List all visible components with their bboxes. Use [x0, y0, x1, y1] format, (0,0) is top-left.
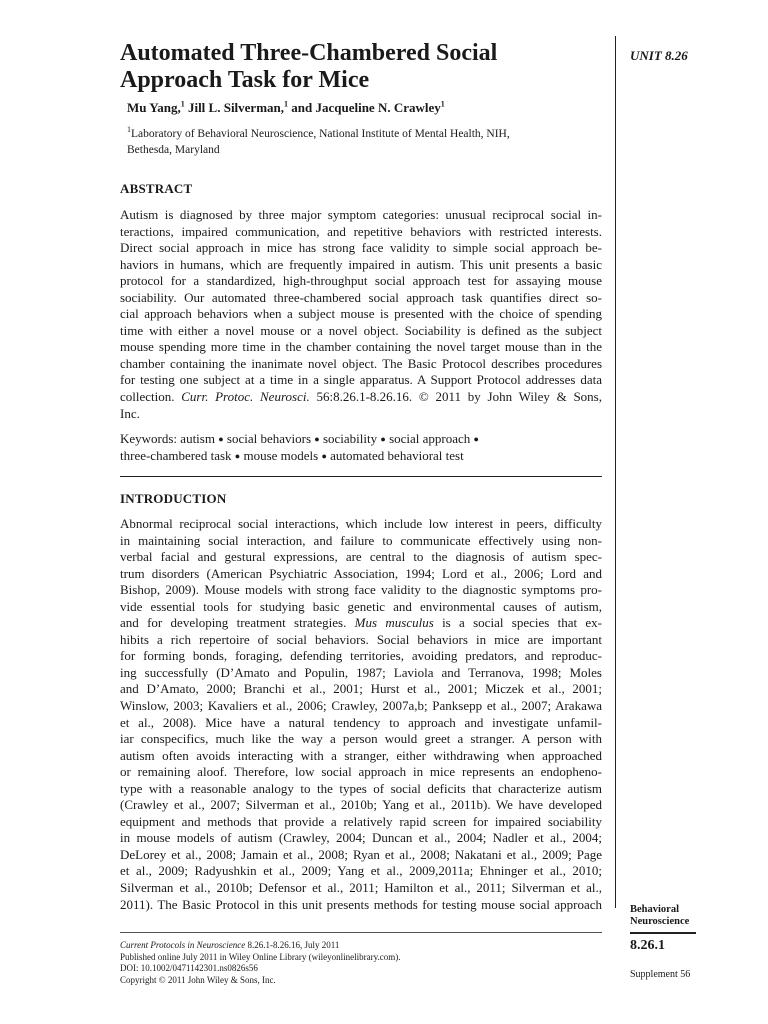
introduction-line: Winslow, 2003; Kavaliers et al., 2006; Crawley, 2007a,b; Panksepp et al., 2007; Arakawa: [120, 698, 602, 714]
page-number: 8.26.1: [630, 938, 665, 953]
author-name: and Jacqueline N. Crawley: [291, 100, 441, 115]
abstract-heading: ABSTRACT: [120, 181, 193, 196]
introduction-line: DeLorey et al., 2008; Jamain et al., 2008; Ryan et al., 2008; Nakatani et al., 2009; Page: [120, 846, 602, 862]
journal-section-line: Neuroscience: [630, 916, 690, 927]
affiliation: [127, 126, 587, 158]
author-name: Jill L. Silverman,: [187, 100, 285, 115]
footer-doi: DOI: 10.1002/0471142301.ns0826s56: [120, 963, 258, 974]
introduction-line: et al., 2008). Mice have a natural tendency to approach and investigate unfamil-: [120, 714, 602, 730]
bullet-icon: ●: [473, 434, 479, 444]
introduction-line: and for developing treatment strategies. Mus musculus is a social species that ex-: [120, 615, 603, 631]
sidebar-divider: [615, 36, 616, 908]
bullet-icon: ●: [321, 450, 327, 461]
introduction-line: Abnormal reciprocal social interactions, which include low interest in peers, difficulty: [120, 516, 602, 531]
introduction-line: trum disorders (American Psychiatric Association, 1994; Lord et al., 2006; Lord and: [120, 565, 602, 581]
author-name: Mu Yang,: [127, 100, 181, 115]
introduction-line: 2011). The Basic Protocol in this unit presents methods for testing mouse social approach: [120, 896, 602, 912]
abstract-body: [120, 207, 602, 422]
introduction-line: in maintaining social interaction, and failure to communicate effectively using non-: [120, 532, 602, 548]
keywords-label: Keywords:: [120, 431, 178, 446]
introduction-line: equipment and methods that provide a relatively rapid screen for impaired sociability: [120, 813, 602, 829]
introduction-line: for forming bonds, foraging, defending territories, avoiding predators, and reproduc-: [120, 648, 602, 664]
keyword: social behaviors: [226, 431, 312, 446]
keyword: sociability: [322, 431, 378, 446]
keyword: social approach: [389, 431, 471, 446]
abstract-citation-line: collection. Curr. Protoc. Neurosci. 56:8.26.1-8.26.16. © 2011 by John Wiley & Sons,: [120, 389, 602, 405]
abstract-line: for testing one subject at a time in a single apparatus. A Support Protocol addresses data: [120, 372, 602, 388]
abstract-line: protocol for a standardized, high-throughput social approach test for assaying mouse: [120, 273, 602, 289]
introduction-line: Silverman et al., 2010b; Defensor et al., 2011; Hamilton et al., 2011; Silverman et al.,: [120, 880, 602, 896]
abstract-line: Autism is diagnosed by three major symptom categories: unusual reciprocal social in-: [120, 207, 602, 222]
keyword: three-chambered task: [120, 447, 232, 463]
section-divider: [120, 476, 602, 477]
introduction-line: Bishop, 2009). Mouse models with strong face validity to the diagnostic symptoms pro-: [120, 582, 602, 598]
footer: [120, 940, 602, 986]
introduction-line: vide essential tools for studying basic genetic and environmental causes of autism,: [120, 598, 602, 614]
journal-section-line: Behavioral: [630, 904, 679, 915]
keyword: mouse models: [243, 447, 319, 463]
keyword: automated behavioral test: [330, 447, 464, 463]
introduction-line: in mouse models of autism (Crawley, 2004; Duncan et al., 2004; Nadler et al., 2004;: [120, 830, 602, 846]
bullet-icon: ●: [218, 434, 224, 444]
affiliation-line: Bethesda, Maryland: [127, 144, 220, 156]
abstract-line: mouse spending more time in the chamber containing the novel target mouse than in the: [120, 339, 602, 355]
abstract-line: cial approach behaviors when a subject mouse is presented with the choice of spending: [120, 306, 602, 322]
introduction-line: iar conspecifics, much like the way a person would greet a stranger. A person with: [120, 731, 602, 747]
affiliation-line: Laboratory of Behavioral Neuroscience, National Institute of Mental Health, NIH,: [131, 128, 510, 140]
introduction-heading: INTRODUCTION: [120, 491, 227, 506]
keywords: [120, 431, 602, 464]
abstract-line: haviors in humans, which are frequently impaired in autism. This unit presents a basic: [120, 256, 602, 272]
journal-abbreviation: Curr. Protoc. Neurosci.: [181, 389, 310, 405]
keywords-line: [120, 448, 602, 465]
sidebar-rule: [630, 932, 696, 934]
introduction-line: or remaining aloof. Therefore, low social approach in mice represents an endopheno-: [120, 764, 602, 780]
author-list: [127, 100, 445, 116]
author-affiliation-mark: 1: [180, 99, 185, 109]
abstract-line: chamber containing the inanimate novel object. The Basic Protocol describes procedures: [120, 355, 602, 371]
introduction-line: hibits a rich repertoire of social behaviors. Social behaviors in mice are important: [120, 631, 602, 647]
footer-divider: [120, 932, 602, 933]
unit-label: UNIT 8.26: [630, 48, 688, 63]
abstract-line: Direct social approach in mice has strong face validity to simple social approach be-: [120, 240, 602, 256]
article-title: Automated Three-Chambered Social Approach Task for Mice: [120, 40, 498, 93]
footer-citation: [120, 940, 602, 952]
abstract-line: teractions, impaired communication, and repetitive behaviors with restricted interests.: [120, 223, 602, 239]
introduction-line: (Crawley et al., 2007; Silverman et al., 2010b; Yang et al., 2011b). We have developed: [120, 797, 602, 813]
abstract-line: Inc.: [120, 405, 140, 421]
author-affiliation-mark: 1: [440, 99, 445, 109]
bullet-icon: ●: [314, 434, 320, 444]
introduction-line: and D’Amato, 2000; Branchi et al., 2001; Hurst et al., 2001; Miczek et al., 2001;: [120, 681, 602, 697]
bullet-icon: ●: [380, 434, 386, 444]
keyword: autism: [180, 431, 215, 446]
author-affiliation-mark: 1: [284, 99, 289, 109]
footer-journal-name: Current Protocols in Neuroscience: [120, 940, 246, 950]
bullet-icon: ●: [234, 450, 241, 461]
introduction-line: autism often avoids interacting with a stranger, either withdrawing when approached: [120, 747, 602, 763]
introduction-body: [120, 516, 602, 913]
keywords-line: [120, 431, 602, 448]
footer-line: Published online July 2011 in Wiley Online Library (wileyonlinelibrary.com).: [120, 951, 401, 962]
introduction-line: verbal facial and gestural expressions, are central to the diagnosis of autism spec-: [120, 549, 602, 565]
species-name: Mus musculus: [354, 615, 434, 631]
introduction-line: et al., 2009; Radyushkin et al., 2009; Yang et al., 2009,2011a; Ehninger et al., 2010;: [120, 863, 602, 879]
abstract-line: time with either a novel mouse or a novel object. Sociability is defined as the subject: [120, 322, 602, 338]
supplement-label: Supplement 56: [630, 969, 691, 980]
journal-section-name: [630, 904, 740, 928]
footer-citation-range: 8.26.1-8.26.16, July 2011: [245, 940, 340, 950]
abstract-line: sociability. Our automated three-chambered social approach task quantifies direct so-: [120, 289, 602, 305]
introduction-line: type with a reasonable analogy to the types of social deficits that characterize autism: [120, 780, 602, 796]
footer-copyright: Copyright © 2011 John Wiley & Sons, Inc.: [120, 974, 276, 985]
affiliation-mark: 1: [127, 125, 131, 135]
introduction-line: ing successfully (D’Amato and Populin, 1987; Laviola and Terranova, 1998; Moles: [120, 664, 602, 680]
